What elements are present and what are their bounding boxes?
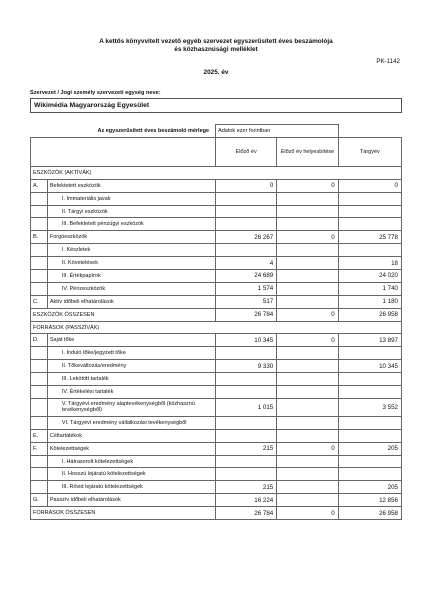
table-row (31, 481, 402, 494)
value-current (338, 468, 401, 481)
table-row (31, 442, 402, 455)
column-header-current: Tárgyév (338, 137, 401, 166)
row-code (31, 347, 48, 360)
row-code (31, 244, 48, 257)
row-label: IV. Értékelési tartalék (47, 386, 215, 399)
row-code (31, 386, 48, 399)
row-label: I. Hátrasorolt kötelezettségek (47, 455, 215, 468)
value-adjustment (277, 455, 339, 468)
row-code (31, 282, 48, 295)
row-code: G. (31, 494, 48, 507)
value-adjustment: 0 (277, 507, 339, 520)
value-prev (216, 373, 277, 386)
row-code (31, 360, 48, 373)
table-caption: Az egyszerűsített éves beszámoló mérlege (97, 127, 210, 134)
row-code: B. (31, 231, 48, 244)
value-adjustment (277, 373, 339, 386)
report-document (30, 38, 402, 520)
section-row (31, 321, 402, 334)
value-prev (216, 205, 277, 218)
value-current: 205 (338, 481, 401, 494)
value-prev: 10 345 (216, 334, 277, 347)
value-adjustment: 0 (277, 179, 339, 192)
value-adjustment (277, 192, 339, 205)
value-prev (216, 218, 277, 231)
value-prev: 215 (216, 481, 277, 494)
value-current: 1 740 (338, 282, 401, 295)
row-code (31, 481, 48, 494)
row-label: Saját tőke (47, 334, 215, 347)
total-row (31, 507, 402, 520)
value-adjustment (277, 295, 339, 308)
value-current: 3 552 (338, 398, 401, 416)
table-row (31, 386, 402, 399)
table-row (31, 205, 402, 218)
section-row (31, 166, 402, 179)
value-adjustment (277, 360, 339, 373)
table-row (31, 468, 402, 481)
row-code: E. (31, 429, 48, 442)
row-code (31, 192, 48, 205)
value-current (338, 386, 401, 399)
section-label: FORRÁSOK (PASSZÍVÁK) (31, 321, 402, 334)
value-current (338, 244, 401, 257)
value-current: 12 856 (338, 494, 401, 507)
value-prev (216, 416, 277, 429)
column-header-adjustment: Előző év helyesbítése (277, 137, 339, 166)
row-label: Passzív időbeli elhatárolások (47, 494, 215, 507)
value-current: 26 958 (338, 308, 401, 321)
value-prev (216, 468, 277, 481)
value-prev: 0 (216, 179, 277, 192)
units-label: Adatok ezer forintban (216, 125, 339, 138)
value-prev: 517 (216, 295, 277, 308)
value-prev: 26 267 (216, 231, 277, 244)
table-row (31, 360, 402, 373)
value-adjustment (277, 481, 339, 494)
value-prev: 4 (216, 257, 277, 270)
value-adjustment (277, 270, 339, 283)
value-prev (216, 347, 277, 360)
table-row (31, 295, 402, 308)
row-label: Céltartalékok (47, 429, 215, 442)
value-adjustment: 0 (277, 334, 339, 347)
row-label: Forgóeszközök (47, 231, 215, 244)
row-label: VI. Tárgyévi eredmény vállalkozási tevékenységből (47, 416, 215, 429)
value-current (338, 218, 401, 231)
row-label: FORRÁSOK ÖSSZESEN (31, 507, 216, 520)
row-code (31, 270, 48, 283)
row-code: D. (31, 334, 48, 347)
value-adjustment: 0 (277, 231, 339, 244)
value-current (338, 416, 401, 429)
value-adjustment (277, 347, 339, 360)
value-current: 0 (338, 179, 401, 192)
row-code (31, 416, 48, 429)
value-adjustment (277, 282, 339, 295)
report-year: 2025. év (203, 69, 229, 76)
table-row (31, 192, 402, 205)
value-prev: 9 330 (216, 360, 277, 373)
row-label: Kötelezettségek (47, 442, 215, 455)
row-label: ESZKÖZÖK ÖSSZESEN (31, 308, 216, 321)
table-row (31, 334, 402, 347)
table-row (31, 231, 402, 244)
value-adjustment (277, 416, 339, 429)
table-row (31, 179, 402, 192)
value-current: 26 958 (338, 507, 401, 520)
value-prev (216, 244, 277, 257)
table-row (31, 270, 402, 283)
value-prev (216, 455, 277, 468)
value-current: 25 778 (338, 231, 401, 244)
table-row (31, 244, 402, 257)
title-line-2: és közhasznúsági melléklet (174, 46, 258, 53)
value-adjustment (277, 257, 339, 270)
section-label: ESZKÖZÖK (AKTÍVÁK) (31, 166, 402, 179)
value-adjustment (277, 429, 339, 442)
value-current: 205 (338, 442, 401, 455)
row-label: Aktív időbeli elhatárolások (47, 295, 215, 308)
title-line-1: A kettős könyvvitelt vezető egyéb szervezet egyszerűsített éves beszámolója (99, 38, 333, 45)
value-current (338, 205, 401, 218)
value-prev: 26 784 (216, 308, 277, 321)
row-code (31, 373, 48, 386)
report-title (30, 38, 402, 54)
value-prev: 1 015 (216, 398, 277, 416)
row-code (31, 205, 48, 218)
organization-name-field: Wikimédia Magyarország Egyesület (30, 98, 402, 113)
value-current: 18 (338, 257, 401, 270)
row-code (31, 455, 48, 468)
value-current (338, 455, 401, 468)
value-current (338, 429, 401, 442)
row-code: A. (31, 179, 48, 192)
row-code (31, 398, 48, 416)
value-adjustment (277, 386, 339, 399)
table-row (31, 347, 402, 360)
value-adjustment (277, 398, 339, 416)
row-code: C. (31, 295, 48, 308)
table-caption-row (31, 125, 402, 138)
row-label: III. Befektetett pénzügyi eszközök (47, 218, 215, 231)
row-label: III. Lekötött tartalék (47, 373, 215, 386)
value-adjustment (277, 244, 339, 257)
row-label: III. Értékpapírok (47, 270, 215, 283)
table-row (31, 455, 402, 468)
total-row (31, 308, 402, 321)
value-adjustment (277, 205, 339, 218)
row-label: V. Tárgyévi eredmény alaptevékenységből (közhasznú tevékenységből) (47, 398, 215, 416)
row-label: I. Készletek (47, 244, 215, 257)
organization-label: Szervezet / Jogi személy szervezeti egység neve: (30, 90, 161, 96)
value-adjustment (277, 494, 339, 507)
table-row (31, 373, 402, 386)
row-code (31, 468, 48, 481)
table-row (31, 218, 402, 231)
row-code (31, 218, 48, 231)
row-label: I. Immateriális javak (47, 192, 215, 205)
table-row (31, 494, 402, 507)
table-row (31, 398, 402, 416)
row-label: II. Tárgyi eszközök (47, 205, 215, 218)
table-row (31, 416, 402, 429)
value-current (338, 373, 401, 386)
value-current (338, 192, 401, 205)
value-current (338, 347, 401, 360)
column-header-row (31, 137, 402, 166)
balance-sheet-table (30, 124, 402, 520)
value-adjustment (277, 218, 339, 231)
table-row (31, 282, 402, 295)
table-row (31, 429, 402, 442)
value-prev (216, 192, 277, 205)
row-label: II. Tőkeváltozás/eredmény (47, 360, 215, 373)
row-label: II. Követelések (47, 257, 215, 270)
table-row (31, 257, 402, 270)
row-label: II. Hosszú lejáratú kötelezettségek (47, 468, 215, 481)
value-adjustment: 0 (277, 308, 339, 321)
form-code: PK-1142 (376, 58, 400, 65)
value-prev: 24 689 (216, 270, 277, 283)
row-label: Befektetett eszközök (47, 179, 215, 192)
row-label: III. Rövid lejáratú kötelezettségek (47, 481, 215, 494)
value-prev: 1 574 (216, 282, 277, 295)
value-current: 24 020 (338, 270, 401, 283)
value-prev: 215 (216, 442, 277, 455)
row-code: F. (31, 442, 48, 455)
row-label: I. Induló tőke/jegyzett tőke (47, 347, 215, 360)
row-code (31, 257, 48, 270)
value-prev: 26 784 (216, 507, 277, 520)
value-prev (216, 429, 277, 442)
value-current: 13 897 (338, 334, 401, 347)
value-adjustment: 0 (277, 442, 339, 455)
value-prev (216, 386, 277, 399)
row-label: IV. Pénzeszközök (47, 282, 215, 295)
value-current: 1 180 (338, 295, 401, 308)
column-header-prev: Előző év (216, 137, 277, 166)
value-adjustment (277, 468, 339, 481)
value-prev: 16 224 (216, 494, 277, 507)
value-current: 10 345 (338, 360, 401, 373)
